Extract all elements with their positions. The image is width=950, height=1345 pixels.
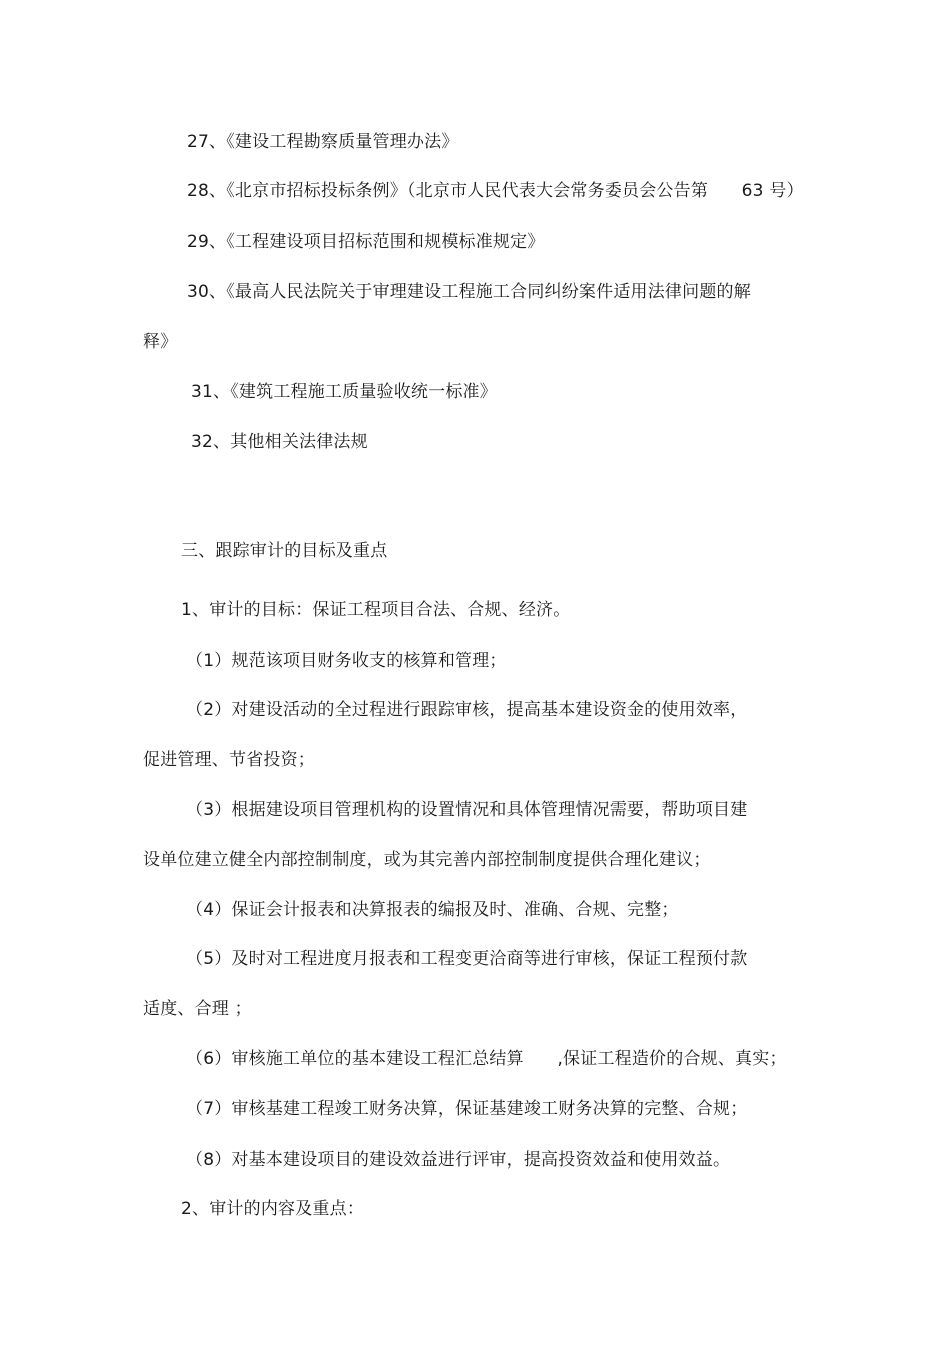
goal-item-2: （2）对建设活动的全过程进行跟踪审核，提高基本建设资金的使用效率， <box>186 700 748 720</box>
goal-item-2-continued: 促进管理、节省投资； <box>143 750 315 770</box>
goal-item-6: （6）审核施工单位的基本建设工程汇总结算 ,保证工程造价的合规、真实； <box>186 1049 787 1069</box>
audit-goal: 1、审计的目标：保证工程项目合法、合规、经济。 <box>181 600 571 620</box>
audit-content-heading: 2、审计的内容及重点： <box>181 1199 365 1219</box>
goal-item-5-continued: 适度、合理 ； <box>143 999 252 1019</box>
section-heading: 三、跟踪审计的目标及重点 <box>181 541 388 561</box>
regulation-item-30-continued: 释》 <box>143 332 178 352</box>
regulation-item-29: 29、《工程建设项目招标范围和规模标准规定》 <box>187 232 545 252</box>
goal-item-3-continued: 设单位建立健全内部控制制度，或为其完善内部控制制度提供合理化建议； <box>143 850 711 870</box>
regulation-item-32: 32、其他相关法律法规 <box>191 432 368 452</box>
goal-item-3: （3）根据建设项目管理机构的设置情况和具体管理情况需要，帮助项目建 <box>186 800 748 820</box>
goal-item-5: （5）及时对工程进度月报表和工程变更洽商等进行审核，保证工程预付款 <box>186 949 748 969</box>
goal-item-1: （1）规范该项目财务收支的核算和管理； <box>186 651 507 671</box>
goal-item-4: （4）保证会计报表和决算报表的编报及时、准确、合规、完整； <box>186 900 679 920</box>
goal-item-7: （7）审核基建工程竣工财务决算，保证基建竣工财务决算的完整、合规； <box>186 1099 748 1119</box>
regulation-item-28: 28、《北京市招标投标条例》（北京市人民代表大会常务委员会公告第 63 号） <box>187 181 804 201</box>
regulation-item-27: 27、《建设工程勘察质量管理办法》 <box>187 132 459 152</box>
regulation-item-31: 31、《建筑工程施工质量验收统一标准》 <box>191 382 497 402</box>
regulation-item-30: 30、《最高人民法院关于审理建设工程施工合同纠纷案件适用法律问题的解 <box>187 282 751 302</box>
goal-item-8: （8）对基本建设项目的建设效益进行评审，提高投资效益和使用效益。 <box>186 1150 731 1170</box>
